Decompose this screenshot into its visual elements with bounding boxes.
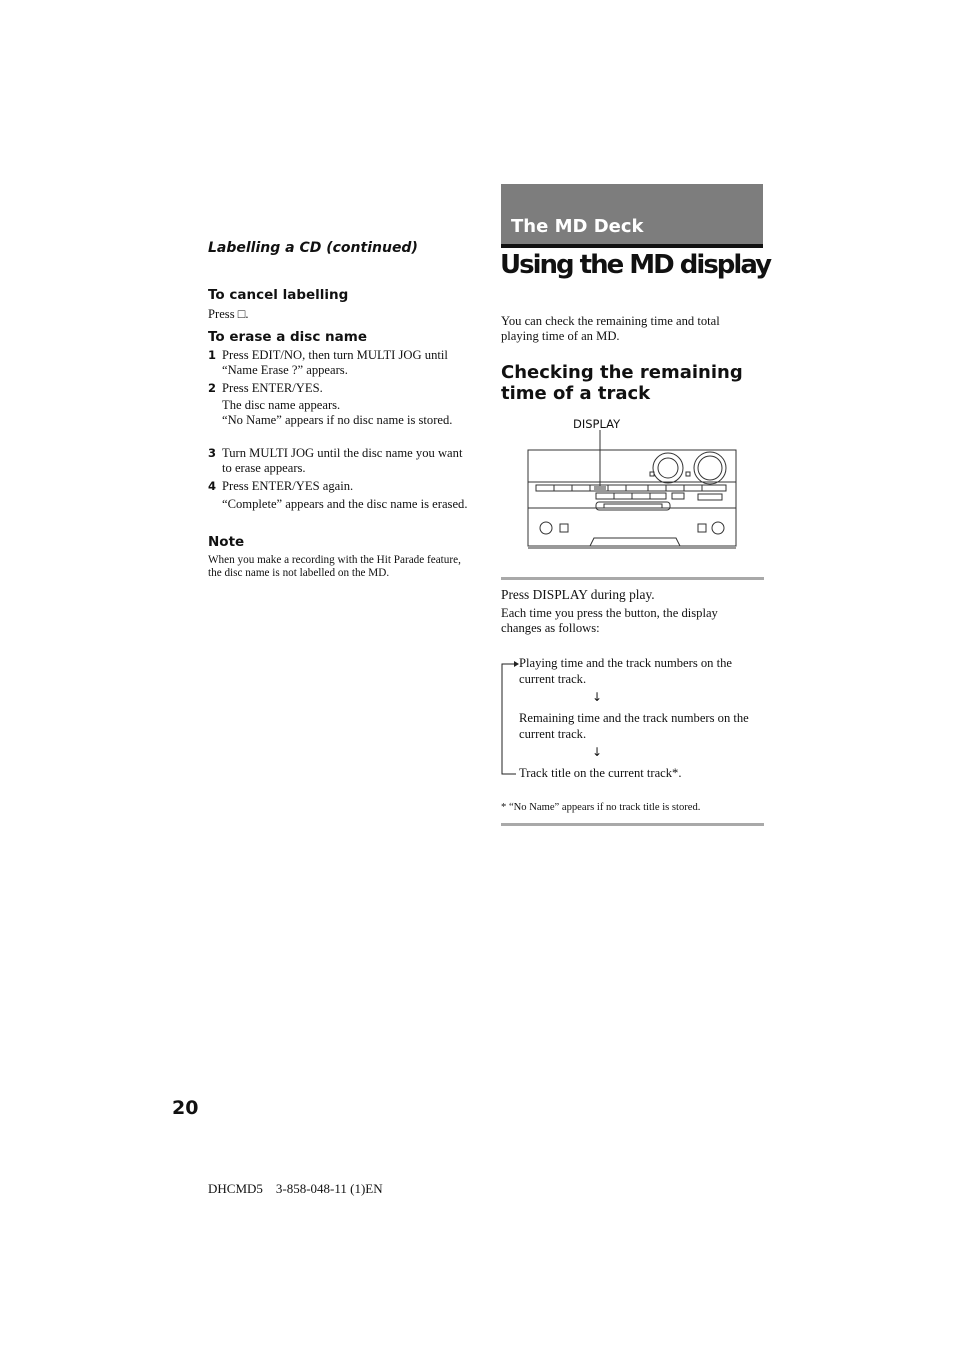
erase-step-3 <box>208 446 468 476</box>
explain-text: Each time you press the button, the display changes as follows: <box>501 606 718 635</box>
step-text: “Complete” appears and the disc name is erased. <box>222 497 468 511</box>
step-text: Press ENTER/YES again. <box>222 479 354 493</box>
step-text: The disc name appears. <box>222 398 341 412</box>
section-rule-bottom <box>501 823 764 826</box>
instruction-text: Press DISPLAY during play. <box>501 587 655 602</box>
cancel-text: Press □. <box>208 307 249 321</box>
erase-step-4 <box>208 479 468 494</box>
step-number: 2 <box>208 381 217 395</box>
section-title: The MD Deck <box>511 216 644 237</box>
arrow-down-icon: ↓ <box>592 690 603 704</box>
erase-step-2-note-b <box>208 413 458 428</box>
section-bar-underline <box>501 244 763 248</box>
step-number: 1 <box>208 348 217 362</box>
display-label: DISPLAY <box>573 417 621 431</box>
md-deck-illustration <box>526 430 740 552</box>
step-text: Press EDIT/NO, then turn MULTI JOG until “Name Erase ?” appears. <box>222 348 448 377</box>
erase-step-2-note-a <box>208 398 468 413</box>
footnote: * “No Name” appears if no track title is stored. <box>501 802 701 813</box>
erase-step-1 <box>208 348 468 378</box>
erase-step-4-note <box>208 497 468 512</box>
multi-jog-dial <box>694 452 726 484</box>
display-button <box>594 486 606 490</box>
subheading: Checking the remaining time of a track <box>501 362 743 404</box>
arrow-down-icon: ↓ <box>592 745 603 759</box>
step-text: “No Name” appears if no disc name is stored. <box>222 413 453 427</box>
erase-step-2 <box>208 381 468 396</box>
document-code: DHCMD5 3-858-048-11 (1)EN <box>208 1181 383 1196</box>
power-button <box>540 522 552 534</box>
cancel-heading: To cancel labelling <box>208 287 349 303</box>
step-text: Press ENTER/YES. <box>222 381 323 395</box>
continued-heading: Labelling a CD (continued) <box>208 240 418 256</box>
erase-heading: To erase a disc name <box>208 329 367 345</box>
disc-slot <box>596 502 670 510</box>
step-number: 4 <box>208 479 217 493</box>
flow-item-3: Track title on the current track*. <box>519 766 682 780</box>
step-text: Turn MULTI JOG until the disc name you want to erase appears. <box>222 446 463 475</box>
page-title: Using the MD display <box>500 250 771 280</box>
note-heading: Note <box>208 534 245 550</box>
intro-text: You can check the remaining time and total playing time of an MD. <box>501 314 720 343</box>
flow-item-2: Remaining time and the track numbers on the current track. <box>519 711 749 741</box>
step-number: 3 <box>208 446 217 460</box>
flow-item-1: Playing time and the track numbers on the current track. <box>519 656 732 686</box>
note-text: When you make a recording with the Hit Parade feature, the disc name is not labelled on the MD. <box>208 554 461 579</box>
section-rule-top <box>501 577 764 580</box>
page-number: 20 <box>172 1097 199 1119</box>
